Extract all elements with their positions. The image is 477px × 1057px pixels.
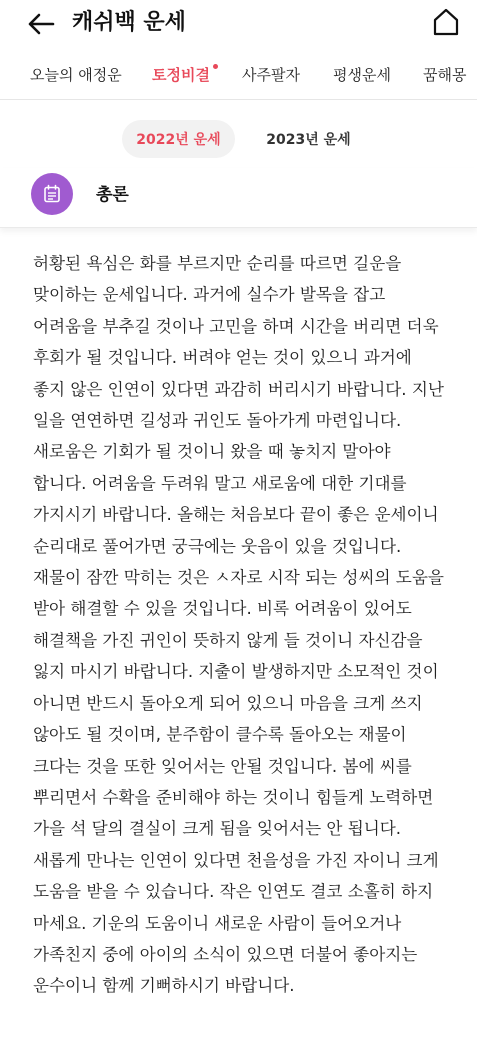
page-title: 캐쉬백 운세: [72, 10, 186, 35]
year-2023-button[interactable]: 2023년 운세: [266, 132, 351, 148]
active-dot: [213, 64, 218, 69]
arrow-left-icon: [27, 13, 55, 35]
home-icon: [431, 7, 461, 37]
app-header: [0, 0, 477, 48]
year-toggle: [0, 118, 477, 162]
fortune-text: 허황된 욕심은 화를 부르지만 순리를 따르면 길운을 맞이하는 운세입니다. 과거에 실수가 발목을 잡고 어려움을 부추길 것이나 고민을 하며 시간을 버리면 더욱 후회가 될 것입니다. 버려야 얻는 것이 있으니 과거에 좋지 않은 인연이 있다면 과감히 버리시기 바랍니다. 지난 일을 연연하면 길성과 귀인도 돌아가게 마련입니다. 새로움은 기회가 될 것이니 왔을 때 놓치지 말아야 합니다. 어려움을 두려워 말고 새로움에 대한 기대를 가지시기 바랍니다. 올해는 처음보다 끝이 좋은 운세이니 순리대로 풀어가면 궁극에는 웃음이 있을 것입니다. 재물이 잠깐 막히는 것은 ㅅ자로 시작 되는 성씨의 도움을 받아 해결할 수 있을 것입니다. 비록 어려움이 있어도 해결책을 가진 귀인이 뜻하지 않게 들 것이니 자신감을 잃지 마시기 바랍니다. 지출이 발생하지만 소모적인 것이 아니면 반드시 돌아오게 되어 있으니 마음을 크게 쓰지 않아도 될 것이며, 분주함이 클수록 돌아오는 재물이 크다는 것을 또한 잊어서는 안될 것입니다. 봄에 씨를 뿌리면서 수확을 준비해야 하는 것이니 힘들게 노력하면 가을 석 달의 결실이 크게 됨을 잊어서는 안 됩니다. 새롭게 만나는 인연이 있다면 천을성을 가진 자이니 크게 도움을 받을 수 있습니다. 작은 인연도 결코 소홀히 하지 마세요. 기운의 도움이니 새로운 사람이 들어오거나 가족친지 중에 아이의 소식이 있으면 더불어 좋아지는 운수이니 함께 기뻐하시기 바랍니다.: [33, 254, 444, 996]
calendar-icon: [42, 184, 62, 204]
year-2022-button[interactable]: 2022년 운세: [122, 120, 235, 158]
tab-dream-interpretation[interactable]: 꿈해몽: [423, 66, 467, 84]
section-icon-badge: [31, 173, 73, 215]
tab-lifetime-fortune[interactable]: 평생운세: [333, 66, 391, 84]
back-button[interactable]: [26, 9, 56, 39]
home-button[interactable]: [430, 6, 462, 38]
tab-saju[interactable]: 사주팔자: [242, 66, 300, 84]
tab-tojeong[interactable]: 토정비결: [152, 62, 210, 88]
section-header: [0, 168, 477, 228]
tab-love-fortune[interactable]: 오늘의 애정운: [30, 66, 122, 84]
category-tabs: [0, 52, 477, 100]
section-title: 총론: [96, 185, 129, 205]
